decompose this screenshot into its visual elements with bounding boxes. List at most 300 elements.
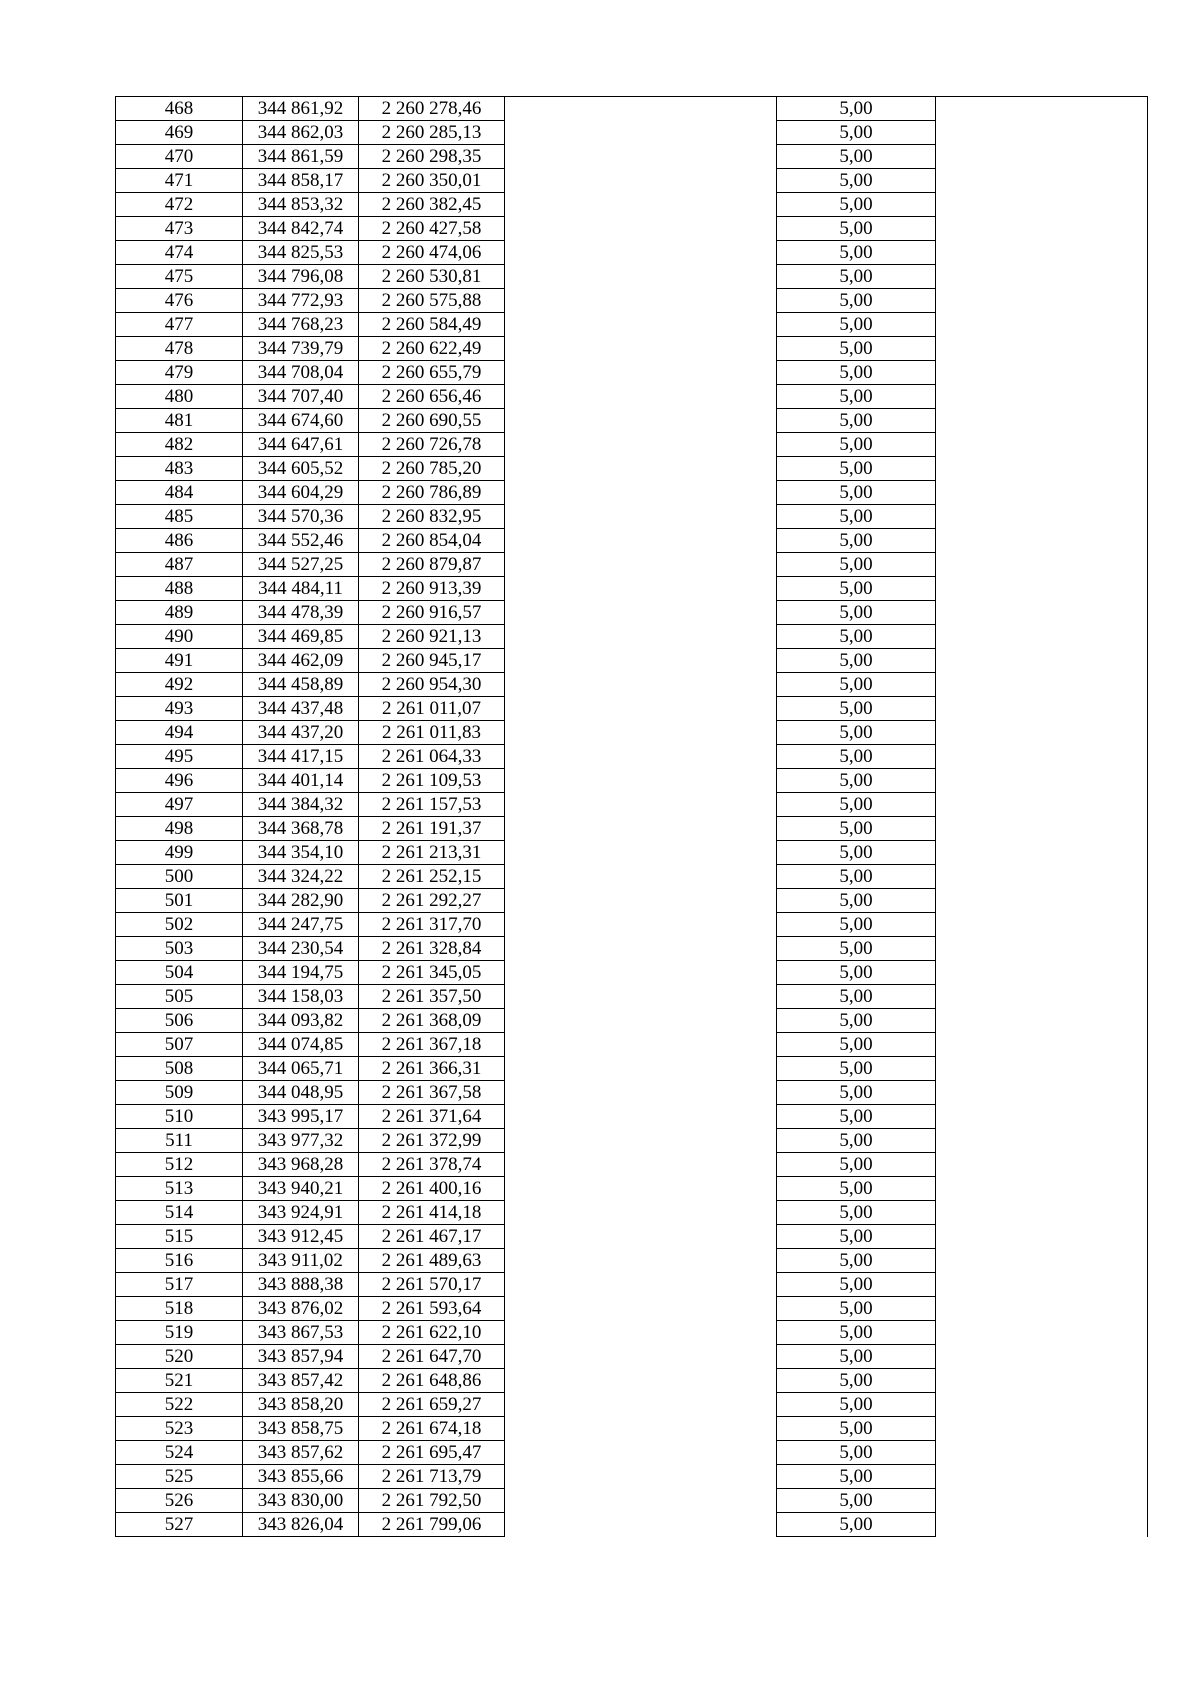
value-cell: 5,00 xyxy=(777,1081,936,1105)
table-row xyxy=(116,529,1148,553)
value-cell: 5,00 xyxy=(777,1441,936,1465)
value-cell: 5,00 xyxy=(777,409,936,433)
table-row xyxy=(116,913,1148,937)
point-number-cell: 475 xyxy=(116,265,243,289)
point-number-cell: 482 xyxy=(116,433,243,457)
blank-cell xyxy=(505,985,777,1009)
x-coordinate-cell: 344 862,03 xyxy=(243,121,359,145)
y-coordinate-cell: 2 261 109,53 xyxy=(359,769,505,793)
empty-cell xyxy=(936,1345,1148,1369)
x-coordinate-cell: 344 458,89 xyxy=(243,673,359,697)
empty-cell xyxy=(936,745,1148,769)
blank-cell xyxy=(505,1441,777,1465)
table-row xyxy=(116,1057,1148,1081)
table-row xyxy=(116,769,1148,793)
table-row xyxy=(116,289,1148,313)
empty-cell xyxy=(936,1417,1148,1441)
blank-cell xyxy=(505,289,777,313)
table-row xyxy=(116,1129,1148,1153)
y-coordinate-cell: 2 260 285,13 xyxy=(359,121,505,145)
y-coordinate-cell: 2 261 378,74 xyxy=(359,1153,505,1177)
table-row xyxy=(116,1249,1148,1273)
empty-cell xyxy=(936,769,1148,793)
value-cell: 5,00 xyxy=(777,1273,936,1297)
table-row xyxy=(116,745,1148,769)
x-coordinate-cell: 343 977,32 xyxy=(243,1129,359,1153)
table-row xyxy=(116,625,1148,649)
empty-cell xyxy=(936,1081,1148,1105)
x-coordinate-cell: 343 867,53 xyxy=(243,1321,359,1345)
point-number-cell: 494 xyxy=(116,721,243,745)
point-number-cell: 480 xyxy=(116,385,243,409)
blank-cell xyxy=(505,1369,777,1393)
blank-cell xyxy=(505,505,777,529)
x-coordinate-cell: 343 924,91 xyxy=(243,1201,359,1225)
y-coordinate-cell: 2 261 157,53 xyxy=(359,793,505,817)
blank-cell xyxy=(505,1201,777,1225)
y-coordinate-cell: 2 260 913,39 xyxy=(359,577,505,601)
point-number-cell: 471 xyxy=(116,169,243,193)
point-number-cell: 496 xyxy=(116,769,243,793)
y-coordinate-cell: 2 260 655,79 xyxy=(359,361,505,385)
value-cell: 5,00 xyxy=(777,385,936,409)
x-coordinate-cell: 344 674,60 xyxy=(243,409,359,433)
table-row xyxy=(116,1081,1148,1105)
x-coordinate-cell: 344 437,48 xyxy=(243,697,359,721)
x-coordinate-cell: 344 401,14 xyxy=(243,769,359,793)
empty-cell xyxy=(936,721,1148,745)
y-coordinate-cell: 2 261 799,06 xyxy=(359,1513,505,1537)
table-row xyxy=(116,1465,1148,1489)
y-coordinate-cell: 2 261 366,31 xyxy=(359,1057,505,1081)
empty-cell xyxy=(936,649,1148,673)
table-row xyxy=(116,1441,1148,1465)
y-coordinate-cell: 2 260 786,89 xyxy=(359,481,505,505)
blank-cell xyxy=(505,1009,777,1033)
x-coordinate-cell: 344 074,85 xyxy=(243,1033,359,1057)
y-coordinate-cell: 2 261 713,79 xyxy=(359,1465,505,1489)
table-row xyxy=(116,1201,1148,1225)
point-number-cell: 522 xyxy=(116,1393,243,1417)
blank-cell xyxy=(505,433,777,457)
point-number-cell: 508 xyxy=(116,1057,243,1081)
point-number-cell: 518 xyxy=(116,1297,243,1321)
point-number-cell: 525 xyxy=(116,1465,243,1489)
point-number-cell: 487 xyxy=(116,553,243,577)
point-number-cell: 474 xyxy=(116,241,243,265)
point-number-cell: 517 xyxy=(116,1273,243,1297)
empty-cell xyxy=(936,121,1148,145)
value-cell: 5,00 xyxy=(777,481,936,505)
point-number-cell: 507 xyxy=(116,1033,243,1057)
point-number-cell: 526 xyxy=(116,1489,243,1513)
blank-cell xyxy=(505,553,777,577)
blank-cell xyxy=(505,817,777,841)
point-number-cell: 514 xyxy=(116,1201,243,1225)
y-coordinate-cell: 2 261 328,84 xyxy=(359,937,505,961)
y-coordinate-cell: 2 260 298,35 xyxy=(359,145,505,169)
point-number-cell: 527 xyxy=(116,1513,243,1537)
empty-cell xyxy=(936,1057,1148,1081)
table-row xyxy=(116,865,1148,889)
table-row xyxy=(116,121,1148,145)
y-coordinate-cell: 2 260 945,17 xyxy=(359,649,505,673)
blank-cell xyxy=(505,1321,777,1345)
value-cell: 5,00 xyxy=(777,673,936,697)
value-cell: 5,00 xyxy=(777,1345,936,1369)
y-coordinate-cell: 2 261 064,33 xyxy=(359,745,505,769)
blank-cell xyxy=(505,649,777,673)
point-number-cell: 472 xyxy=(116,193,243,217)
x-coordinate-cell: 344 093,82 xyxy=(243,1009,359,1033)
table-row xyxy=(116,241,1148,265)
point-number-cell: 500 xyxy=(116,865,243,889)
y-coordinate-cell: 2 261 659,27 xyxy=(359,1393,505,1417)
x-coordinate-cell: 344 484,11 xyxy=(243,577,359,601)
point-number-cell: 490 xyxy=(116,625,243,649)
point-number-cell: 521 xyxy=(116,1369,243,1393)
table-row xyxy=(116,841,1148,865)
blank-cell xyxy=(505,889,777,913)
empty-cell xyxy=(936,409,1148,433)
x-coordinate-cell: 344 605,52 xyxy=(243,457,359,481)
x-coordinate-cell: 344 772,93 xyxy=(243,289,359,313)
point-number-cell: 469 xyxy=(116,121,243,145)
value-cell: 5,00 xyxy=(777,265,936,289)
value-cell: 5,00 xyxy=(777,1489,936,1513)
value-cell: 5,00 xyxy=(777,145,936,169)
x-coordinate-cell: 344 437,20 xyxy=(243,721,359,745)
value-cell: 5,00 xyxy=(777,1513,936,1537)
value-cell: 5,00 xyxy=(777,1393,936,1417)
table-row xyxy=(116,1489,1148,1513)
point-number-cell: 483 xyxy=(116,457,243,481)
blank-cell xyxy=(505,793,777,817)
empty-cell xyxy=(936,577,1148,601)
blank-cell xyxy=(505,1513,777,1537)
value-cell: 5,00 xyxy=(777,217,936,241)
x-coordinate-cell: 344 282,90 xyxy=(243,889,359,913)
x-coordinate-cell: 344 230,54 xyxy=(243,937,359,961)
x-coordinate-cell: 344 417,15 xyxy=(243,745,359,769)
value-cell: 5,00 xyxy=(777,601,936,625)
empty-cell xyxy=(936,961,1148,985)
point-number-cell: 492 xyxy=(116,673,243,697)
value-cell: 5,00 xyxy=(777,313,936,337)
empty-cell xyxy=(936,1369,1148,1393)
x-coordinate-cell: 344 469,85 xyxy=(243,625,359,649)
point-number-cell: 510 xyxy=(116,1105,243,1129)
y-coordinate-cell: 2 260 916,57 xyxy=(359,601,505,625)
empty-cell xyxy=(936,625,1148,649)
point-number-cell: 502 xyxy=(116,913,243,937)
empty-cell xyxy=(936,1465,1148,1489)
table-row xyxy=(116,1105,1148,1129)
table-row xyxy=(116,193,1148,217)
value-cell: 5,00 xyxy=(777,985,936,1009)
y-coordinate-cell: 2 260 622,49 xyxy=(359,337,505,361)
y-coordinate-cell: 2 260 854,04 xyxy=(359,529,505,553)
x-coordinate-cell: 343 855,66 xyxy=(243,1465,359,1489)
table-row xyxy=(116,385,1148,409)
y-coordinate-cell: 2 261 622,10 xyxy=(359,1321,505,1345)
blank-cell xyxy=(505,961,777,985)
point-number-cell: 495 xyxy=(116,745,243,769)
y-coordinate-cell: 2 260 690,55 xyxy=(359,409,505,433)
value-cell: 5,00 xyxy=(777,577,936,601)
blank-cell xyxy=(505,1417,777,1441)
table-row xyxy=(116,1369,1148,1393)
value-cell: 5,00 xyxy=(777,817,936,841)
y-coordinate-cell: 2 260 656,46 xyxy=(359,385,505,409)
table-row xyxy=(116,481,1148,505)
y-coordinate-cell: 2 261 368,09 xyxy=(359,1009,505,1033)
value-cell: 5,00 xyxy=(777,1153,936,1177)
point-number-cell: 481 xyxy=(116,409,243,433)
blank-cell xyxy=(505,145,777,169)
x-coordinate-cell: 344 796,08 xyxy=(243,265,359,289)
empty-cell xyxy=(936,1249,1148,1273)
blank-cell xyxy=(505,409,777,433)
empty-cell xyxy=(936,337,1148,361)
y-coordinate-cell: 2 261 593,64 xyxy=(359,1297,505,1321)
blank-cell xyxy=(505,721,777,745)
value-cell: 5,00 xyxy=(777,1465,936,1489)
value-cell: 5,00 xyxy=(777,1417,936,1441)
x-coordinate-cell: 343 830,00 xyxy=(243,1489,359,1513)
point-number-cell: 519 xyxy=(116,1321,243,1345)
blank-cell xyxy=(505,1465,777,1489)
x-coordinate-cell: 344 158,03 xyxy=(243,985,359,1009)
value-cell: 5,00 xyxy=(777,1105,936,1129)
empty-cell xyxy=(936,1441,1148,1465)
value-cell: 5,00 xyxy=(777,1009,936,1033)
point-number-cell: 493 xyxy=(116,697,243,721)
empty-cell xyxy=(936,1033,1148,1057)
point-number-cell: 488 xyxy=(116,577,243,601)
point-number-cell: 468 xyxy=(116,97,243,121)
x-coordinate-cell: 344 048,95 xyxy=(243,1081,359,1105)
point-number-cell: 486 xyxy=(116,529,243,553)
blank-cell xyxy=(505,313,777,337)
table-row xyxy=(116,1225,1148,1249)
blank-cell xyxy=(505,1249,777,1273)
blank-cell xyxy=(505,1489,777,1513)
y-coordinate-cell: 2 260 832,95 xyxy=(359,505,505,529)
empty-cell xyxy=(936,1153,1148,1177)
table-row xyxy=(116,817,1148,841)
x-coordinate-cell: 344 842,74 xyxy=(243,217,359,241)
value-cell: 5,00 xyxy=(777,1177,936,1201)
blank-cell xyxy=(505,193,777,217)
x-coordinate-cell: 343 876,02 xyxy=(243,1297,359,1321)
point-number-cell: 515 xyxy=(116,1225,243,1249)
value-cell: 5,00 xyxy=(777,721,936,745)
table-row xyxy=(116,361,1148,385)
table-row xyxy=(116,721,1148,745)
point-number-cell: 484 xyxy=(116,481,243,505)
empty-cell xyxy=(936,1393,1148,1417)
y-coordinate-cell: 2 261 317,70 xyxy=(359,913,505,937)
empty-cell xyxy=(936,241,1148,265)
table-row xyxy=(116,1297,1148,1321)
value-cell: 5,00 xyxy=(777,1369,936,1393)
point-number-cell: 470 xyxy=(116,145,243,169)
value-cell: 5,00 xyxy=(777,745,936,769)
value-cell: 5,00 xyxy=(777,649,936,673)
table-row xyxy=(116,937,1148,961)
y-coordinate-cell: 2 260 584,49 xyxy=(359,313,505,337)
point-number-cell: 516 xyxy=(116,1249,243,1273)
blank-cell xyxy=(505,577,777,601)
coordinates-table xyxy=(115,96,1148,1537)
blank-cell xyxy=(505,529,777,553)
y-coordinate-cell: 2 261 011,83 xyxy=(359,721,505,745)
y-coordinate-cell: 2 261 674,18 xyxy=(359,1417,505,1441)
blank-cell xyxy=(505,601,777,625)
blank-cell xyxy=(505,1129,777,1153)
blank-cell xyxy=(505,169,777,193)
x-coordinate-cell: 343 911,02 xyxy=(243,1249,359,1273)
blank-cell xyxy=(505,265,777,289)
x-coordinate-cell: 344 647,61 xyxy=(243,433,359,457)
x-coordinate-cell: 344 853,32 xyxy=(243,193,359,217)
y-coordinate-cell: 2 261 467,17 xyxy=(359,1225,505,1249)
table-row xyxy=(116,217,1148,241)
y-coordinate-cell: 2 260 575,88 xyxy=(359,289,505,313)
y-coordinate-cell: 2 261 367,58 xyxy=(359,1081,505,1105)
y-coordinate-cell: 2 261 252,15 xyxy=(359,865,505,889)
table-row xyxy=(116,673,1148,697)
empty-cell xyxy=(936,1321,1148,1345)
y-coordinate-cell: 2 261 695,47 xyxy=(359,1441,505,1465)
value-cell: 5,00 xyxy=(777,1297,936,1321)
empty-cell xyxy=(936,865,1148,889)
y-coordinate-cell: 2 260 382,45 xyxy=(359,193,505,217)
point-number-cell: 485 xyxy=(116,505,243,529)
empty-cell xyxy=(936,1009,1148,1033)
blank-cell xyxy=(505,1393,777,1417)
empty-cell xyxy=(936,433,1148,457)
value-cell: 5,00 xyxy=(777,793,936,817)
value-cell: 5,00 xyxy=(777,865,936,889)
table-row xyxy=(116,1513,1148,1537)
table-row xyxy=(116,793,1148,817)
y-coordinate-cell: 2 261 648,86 xyxy=(359,1369,505,1393)
value-cell: 5,00 xyxy=(777,337,936,361)
table-row xyxy=(116,1393,1148,1417)
x-coordinate-cell: 344 527,25 xyxy=(243,553,359,577)
blank-cell xyxy=(505,217,777,241)
table-row xyxy=(116,985,1148,1009)
y-coordinate-cell: 2 260 427,58 xyxy=(359,217,505,241)
empty-cell xyxy=(936,217,1148,241)
empty-cell xyxy=(936,505,1148,529)
value-cell: 5,00 xyxy=(777,433,936,457)
x-coordinate-cell: 344 825,53 xyxy=(243,241,359,265)
point-number-cell: 506 xyxy=(116,1009,243,1033)
x-coordinate-cell: 344 858,17 xyxy=(243,169,359,193)
empty-cell xyxy=(936,1105,1148,1129)
table-row xyxy=(116,97,1148,121)
x-coordinate-cell: 343 912,45 xyxy=(243,1225,359,1249)
x-coordinate-cell: 344 604,29 xyxy=(243,481,359,505)
blank-cell xyxy=(505,361,777,385)
value-cell: 5,00 xyxy=(777,193,936,217)
blank-cell xyxy=(505,1225,777,1249)
value-cell: 5,00 xyxy=(777,841,936,865)
y-coordinate-cell: 2 261 570,17 xyxy=(359,1273,505,1297)
x-coordinate-cell: 344 324,22 xyxy=(243,865,359,889)
y-coordinate-cell: 2 261 213,31 xyxy=(359,841,505,865)
value-cell: 5,00 xyxy=(777,1249,936,1273)
x-coordinate-cell: 343 858,75 xyxy=(243,1417,359,1441)
point-number-cell: 520 xyxy=(116,1345,243,1369)
empty-cell xyxy=(936,385,1148,409)
x-coordinate-cell: 344 707,40 xyxy=(243,385,359,409)
point-number-cell: 479 xyxy=(116,361,243,385)
value-cell: 5,00 xyxy=(777,769,936,793)
point-number-cell: 513 xyxy=(116,1177,243,1201)
x-coordinate-cell: 344 354,10 xyxy=(243,841,359,865)
empty-cell xyxy=(936,481,1148,505)
point-number-cell: 473 xyxy=(116,217,243,241)
value-cell: 5,00 xyxy=(777,361,936,385)
empty-cell xyxy=(936,169,1148,193)
y-coordinate-cell: 2 261 489,63 xyxy=(359,1249,505,1273)
empty-cell xyxy=(936,841,1148,865)
table-row xyxy=(116,265,1148,289)
blank-cell xyxy=(505,769,777,793)
blank-cell xyxy=(505,1081,777,1105)
empty-cell xyxy=(936,361,1148,385)
x-coordinate-cell: 343 857,62 xyxy=(243,1441,359,1465)
table-row xyxy=(116,1033,1148,1057)
y-coordinate-cell: 2 260 785,20 xyxy=(359,457,505,481)
table-row xyxy=(116,505,1148,529)
point-number-cell: 498 xyxy=(116,817,243,841)
point-number-cell: 478 xyxy=(116,337,243,361)
point-number-cell: 511 xyxy=(116,1129,243,1153)
value-cell: 5,00 xyxy=(777,937,936,961)
value-cell: 5,00 xyxy=(777,697,936,721)
table-row xyxy=(116,457,1148,481)
empty-cell xyxy=(936,1177,1148,1201)
blank-cell xyxy=(505,1033,777,1057)
value-cell: 5,00 xyxy=(777,1321,936,1345)
x-coordinate-cell: 344 570,36 xyxy=(243,505,359,529)
x-coordinate-cell: 343 940,21 xyxy=(243,1177,359,1201)
table-body xyxy=(116,97,1148,1537)
blank-cell xyxy=(505,121,777,145)
table-row xyxy=(116,577,1148,601)
empty-cell xyxy=(936,289,1148,313)
table-row xyxy=(116,1153,1148,1177)
table-row xyxy=(116,1321,1148,1345)
blank-cell xyxy=(505,1345,777,1369)
y-coordinate-cell: 2 261 011,07 xyxy=(359,697,505,721)
blank-cell xyxy=(505,97,777,121)
y-coordinate-cell: 2 261 792,50 xyxy=(359,1489,505,1513)
blank-cell xyxy=(505,865,777,889)
y-coordinate-cell: 2 261 371,64 xyxy=(359,1105,505,1129)
blank-cell xyxy=(505,481,777,505)
point-number-cell: 503 xyxy=(116,937,243,961)
table-row xyxy=(116,337,1148,361)
y-coordinate-cell: 2 261 367,18 xyxy=(359,1033,505,1057)
y-coordinate-cell: 2 261 191,37 xyxy=(359,817,505,841)
blank-cell xyxy=(505,673,777,697)
